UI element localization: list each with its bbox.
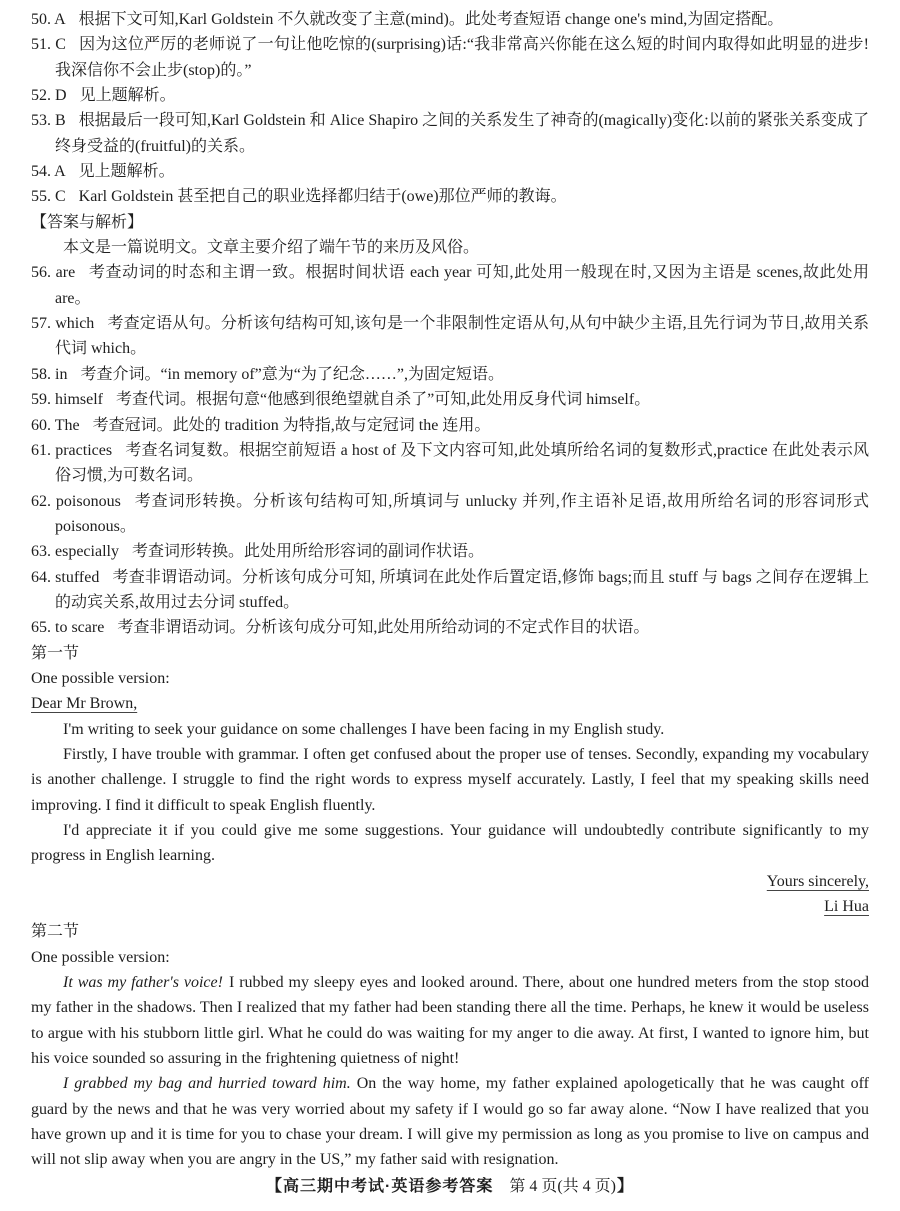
answer-item-text: 根据下文可知,Karl Goldstein 不久就改变了主意(mind)。此处考查短语 change one's mind,为固定搭配。 — [78, 11, 784, 28]
answer-item-text: 考查冠词。此处的 tradition 为特指,故与定冠词 the 连用。 — [92, 416, 491, 434]
answer-item-number: 52. D — [31, 87, 67, 105]
answer-item-number: 56. are — [31, 264, 76, 282]
story-paragraph-1-text: I rubbed my sleepy eyes and looked around. There, about one hundred meters from the stop stood my father in the shadows. Then I realized that my father had been standing there all the time. Perhaps, he knew it would be useless to argue with his stubborn little girl. What he could do was waiting for my anger to die away. At first, I wanted to ignore him, but his voice sounded so assuring in the frightening quietness of night! — [31, 974, 869, 1068]
answer-item-text: 见上题解析。 — [78, 163, 175, 181]
salutation-text: Dear Mr Brown, — [31, 695, 138, 713]
letter-signature — [31, 894, 869, 919]
letter-paragraph-2: Firstly, I have trouble with grammar. I often get confused about the proper use of tenses. Secondly, expanding my vocabulary is another challenge. I struggle to find the right words to express myself accurately. Lastly, I feel that my speaking skills need improving. I find it difficult to speak English fluently. — [31, 745, 869, 814]
answer-item-text: 考查非谓语动词。分析该句成分可知,此处用所给动词的不定式作目的状语。 — [117, 619, 650, 637]
letter-paragraph-3: I'd appreciate it if you could give me some suggestions. Your guidance will undoubtedly contribute significantly to my progress in English learning. — [31, 822, 869, 865]
answer-item-57 — [31, 311, 869, 362]
answer-item-text: 考查词形转换。此处用所给形容词的副词作状语。 — [131, 543, 484, 561]
closing-text: Yours sincerely, — [766, 872, 869, 890]
answer-item-text: 因为这位严厉的老师说了一句让他吃惊的(surprising)话:“我非常高兴你能在这么短的时间内取得如此明显的进步! 我深信你不会止步(stop)的。” — [55, 36, 869, 79]
answer-item-64 — [31, 565, 869, 616]
answer-item-number: 51. C — [31, 36, 66, 54]
answer-item-number: 64. stuffed — [31, 568, 100, 586]
answer-item-56 — [31, 260, 869, 311]
answer-item-text: 考查定语从句。分析该句结构可知,该句是一个非限制性定语从句,从句中缺少主语,且先行词为节日,故用关系代词 which。 — [55, 315, 869, 358]
answer-item-number: 57. which — [31, 315, 95, 333]
story-paragraph-2 — [31, 1071, 869, 1172]
signature-text: Li Hua — [824, 898, 869, 916]
answer-item-text: 考查非谓语动词。分析该句成分可知, 所填词在此处作后置定语,修饰 bags;而且 stuff 与 bags 之间存在逻辑上的动宾关系,故用过去分词 stuffed。 — [55, 568, 869, 611]
answer-item-50 — [31, 7, 869, 32]
answers-analysis-header: 【答案与解析】 — [31, 213, 144, 231]
answer-item-number: 58. in — [31, 365, 68, 383]
answer-item-58 — [31, 362, 869, 387]
answer-item-number: 59. himself — [31, 391, 103, 409]
story-paragraph-2-lead: I grabbed my bag and hurried toward him. — [63, 1075, 351, 1093]
footer-close-bracket: 】 — [617, 1178, 635, 1195]
footer-page-number: 第 4 页(共 4 页) — [509, 1178, 616, 1195]
answer-item-text: 考查词形转换。分析该句结构可知,所填词与 unlucky 并列,作主语补足语,故用所给名词的形容词形式 poisonous。 — [55, 492, 869, 535]
answer-item-text: Karl Goldstein 甚至把自己的职业选择都归结于(owe)那位严师的教诲。 — [78, 188, 567, 206]
passage-intro: 本文是一篇说明文。文章主要介绍了端午节的来历及风俗。 — [63, 239, 480, 257]
answer-item-51 — [31, 32, 869, 83]
answer-item-number: 60. The — [31, 416, 80, 434]
answer-item-number: 54. A — [31, 163, 66, 181]
answer-item-text: 根据最后一段可知,Karl Goldstein 和 Alice Shapiro 之间的关系发生了神奇的(magically)变化:以前的紧张关系变成了终身受益的(fruitful)的关系。 — [55, 112, 869, 155]
story-paragraph-1 — [31, 970, 869, 1071]
footer-exam-title: 【高三期中考试·英语参考答案 — [265, 1178, 494, 1195]
answer-item-text: 见上题解析。 — [79, 87, 176, 105]
answer-item-number: 63. especially — [31, 543, 119, 561]
letter-salutation — [31, 691, 869, 716]
answer-item-text: 考查名词复数。根据空前短语 a host of 及下文内容可知,此处填所给名词的复数形式,practice 在此处表示风俗习惯,为可数名词。 — [55, 441, 869, 485]
answer-item-60 — [31, 413, 869, 438]
letter-paragraph-1: I'm writing to seek your guidance on some challenges I have been facing in my English study. — [63, 720, 665, 738]
answer-item-65 — [31, 615, 869, 640]
answer-item-63 — [31, 539, 869, 564]
section1-heading: 第一节 — [31, 644, 80, 662]
answer-item-number: 65. to scare — [31, 619, 105, 637]
answer-item-61 — [31, 438, 869, 489]
answer-item-54 — [31, 159, 869, 184]
section2-heading: 第二节 — [31, 923, 80, 941]
story-paragraph-1-lead: It was my father's voice! — [63, 974, 223, 992]
answer-item-62 — [31, 489, 869, 540]
answer-item-number: 61. practices — [31, 441, 113, 459]
answer-key-document — [31, 7, 869, 1173]
answer-item-text: 考查介词。“in memory of”意为“为了纪念……”,为固定短语。 — [80, 365, 504, 383]
section2-version-label: One possible version: — [31, 948, 170, 966]
answer-item-52 — [31, 83, 869, 108]
answer-item-number: 62. poisonous — [31, 492, 121, 510]
answer-item-number: 50. A — [31, 11, 66, 28]
section1-version-label: One possible version: — [31, 669, 170, 687]
answer-item-number: 53. B — [31, 112, 66, 130]
answer-item-text: 考查代词。根据句意“他感到很绝望就自杀了”可知,此处用反身代词 himself。 — [116, 391, 651, 409]
story-paragraph-2-text: On the way home, my father explained apologetically that he was caught off guard by the news and that he was very worried about my safety if I would go so far away alone. “Now I have realized that you have grown up and it is time for you to chase your dream. I will give my permission as long as you promise to live on campus and will not slip away when you are angry in the US,” my father said with resignation. — [31, 1075, 870, 1169]
answer-item-text: 考查动词的时态和主谓一致。根据时间状语 each year 可知,此处用一般现在时,又因为主语是 scenes,故此处用 are。 — [55, 264, 870, 307]
answer-item-59 — [31, 387, 869, 412]
answer-item-number: 55. C — [31, 188, 66, 206]
answer-item-55 — [31, 184, 869, 209]
answer-item-53 — [31, 108, 869, 159]
letter-closing — [31, 869, 869, 894]
page-footer — [0, 1176, 900, 1198]
